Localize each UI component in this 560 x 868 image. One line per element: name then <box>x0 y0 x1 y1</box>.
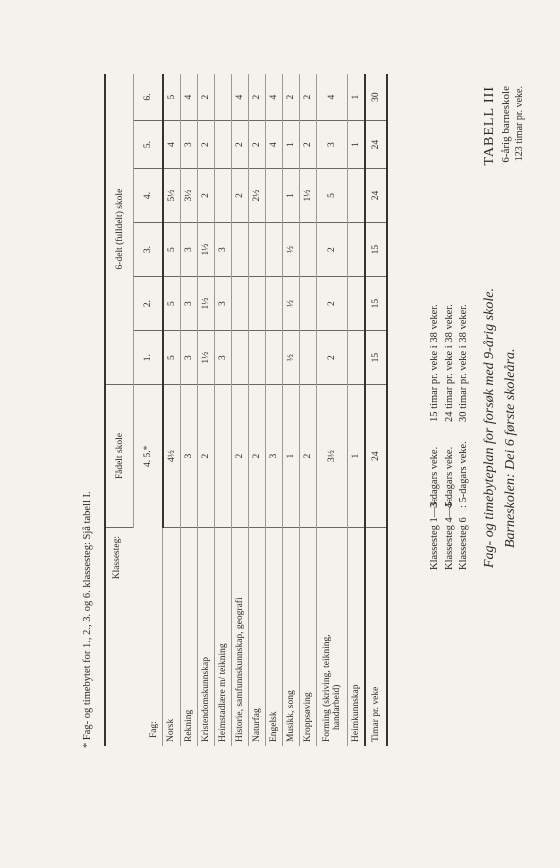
subject-name-line1: Forming (skriving, teikning, <box>321 634 332 742</box>
cell: ½ <box>282 223 299 277</box>
cell: 2 <box>231 169 248 223</box>
cell: 2 <box>231 385 248 528</box>
total-cell: 15 <box>365 277 387 331</box>
cell: 2 <box>316 223 347 277</box>
cell <box>347 169 365 223</box>
cell: 2 <box>248 385 265 528</box>
col-header: 4. <box>134 169 163 223</box>
col-header: 2. <box>134 277 163 331</box>
step-label: Klassesteg 1—3: <box>429 498 440 570</box>
subject-name: Norsk <box>163 528 181 747</box>
col-header: 6. <box>134 74 163 121</box>
cell <box>265 277 282 331</box>
subject-name: Musikk, song <box>282 528 299 747</box>
cell: 2 <box>282 74 299 121</box>
school-type: 6-årig barneskole <box>500 86 512 163</box>
cell: 3 <box>180 121 197 169</box>
cell: 3 <box>180 223 197 277</box>
group-header-row <box>105 74 134 746</box>
cell: 5 <box>163 223 181 277</box>
cell <box>231 331 248 385</box>
cell <box>248 223 265 277</box>
cell <box>214 74 231 121</box>
cell: 4 <box>180 74 197 121</box>
fag-label: Fag: <box>149 721 159 738</box>
cell <box>265 169 282 223</box>
step-label: Klassesteg 6 <box>458 517 469 570</box>
table-row <box>299 74 316 746</box>
cell <box>214 121 231 169</box>
step-days: : 5-dagars veke. <box>458 441 469 508</box>
step-hours: 15 timar pr. veke i 38 veker. <box>429 304 440 422</box>
cell: 2 <box>197 169 214 223</box>
subject-name: Heimstadlære m/ teikning <box>214 528 231 747</box>
cell: 4 <box>265 121 282 169</box>
cell <box>248 331 265 385</box>
cell <box>299 277 316 331</box>
cell: 5 <box>163 74 181 121</box>
cell: 1½ <box>197 223 214 277</box>
step-hours: 24 timar pr. veke i 38 veker. <box>443 304 455 422</box>
cell: 3½ <box>316 385 347 528</box>
cell <box>347 277 365 331</box>
cell: 1½ <box>197 331 214 385</box>
group-fulldelt: 6-delt (fulldelt) skole <box>105 74 134 385</box>
table-row <box>231 74 248 746</box>
cell: 2 <box>299 121 316 169</box>
cell: 2 <box>299 385 316 528</box>
subject-name: Kroppsøving <box>299 528 316 747</box>
cell: 1½ <box>197 277 214 331</box>
cell <box>214 385 231 528</box>
cell: 3 <box>316 121 347 169</box>
class-step-row <box>443 304 458 570</box>
cell: 3 <box>214 331 231 385</box>
cell: 2 <box>197 121 214 169</box>
cell <box>214 169 231 223</box>
cell <box>231 277 248 331</box>
cell: 3 <box>214 223 231 277</box>
subject-name-line2: handarbeid) <box>331 684 342 730</box>
cell: 5 <box>163 331 181 385</box>
cell: 3 <box>214 277 231 331</box>
cell <box>265 331 282 385</box>
table-row <box>197 74 214 746</box>
cell: 2 <box>248 74 265 121</box>
cell: ½ <box>282 277 299 331</box>
cell: 1 <box>282 385 299 528</box>
cell: 2 <box>197 74 214 121</box>
cell: 3 <box>265 385 282 528</box>
class-step-row <box>457 304 472 570</box>
table-row <box>214 74 231 746</box>
cell: 1 <box>347 121 365 169</box>
table-row <box>316 74 347 746</box>
subject-hours-table <box>104 74 388 746</box>
group-fadelt: Fådelt skole <box>105 385 134 528</box>
table-row <box>265 74 282 746</box>
total-cell: 24 <box>365 385 387 528</box>
cell <box>299 223 316 277</box>
total-cell: 15 <box>365 223 387 277</box>
cell: 4 <box>316 74 347 121</box>
cell <box>299 331 316 385</box>
page-title: Fag- og timebyteplan for forsøk med 9-årig skole. <box>482 288 497 568</box>
footnote: * Fag- og timebytet for 1., 2., 3. og 6. klassesteg: Sjå tabell I. <box>82 491 93 748</box>
subject-name: Historie, samfunnskunnskap, geografi <box>231 528 248 747</box>
total-cell: 24 <box>365 169 387 223</box>
subject-name: Engelsk <box>265 528 282 747</box>
cell <box>248 277 265 331</box>
cell: 4 <box>231 74 248 121</box>
cell <box>265 223 282 277</box>
cell: 5 <box>163 277 181 331</box>
cell: 3 <box>180 331 197 385</box>
cell: 5 <box>316 169 347 223</box>
cell: 3 <box>180 385 197 528</box>
cell <box>231 223 248 277</box>
cell: 3½ <box>180 169 197 223</box>
step-label: Klassesteg 4—5: <box>443 498 455 570</box>
step-hours: 30 timar pr. veke i 38 veker. <box>458 304 469 422</box>
col-header: 3. <box>134 223 163 277</box>
table-row <box>248 74 265 746</box>
table-row <box>282 74 299 746</box>
cell: 4½ <box>163 385 181 528</box>
subject-name: Rekning <box>180 528 197 747</box>
col-header: 4. 5.* <box>134 385 163 528</box>
page-subtitle: Barneskolen: Dei 6 første skoleåra. <box>503 348 518 548</box>
cell: 1 <box>282 121 299 169</box>
klassesteg-label: Klassesteg: <box>112 536 122 580</box>
col-header: 5. <box>134 121 163 169</box>
table-row <box>347 74 365 746</box>
table-number: TABELL III <box>482 86 497 166</box>
subject-name <box>316 528 347 747</box>
cell: 1 <box>347 385 365 528</box>
table-row <box>163 74 181 746</box>
cell: 2 <box>197 385 214 528</box>
cell: 4 <box>163 121 181 169</box>
table-row <box>180 74 197 746</box>
cell: 2 <box>231 121 248 169</box>
cell: 3 <box>180 277 197 331</box>
cell: 2½ <box>248 169 265 223</box>
cell: 1 <box>282 169 299 223</box>
weekly-hours: 123 timar pr. veke. <box>514 86 525 162</box>
step-days: 4-dagars veke. <box>443 446 455 508</box>
cell <box>347 223 365 277</box>
col-header: 1. <box>134 331 163 385</box>
class-steps <box>428 304 472 570</box>
cell: 1½ <box>299 169 316 223</box>
cell: 5½ <box>163 169 181 223</box>
fag-header-cell <box>105 528 163 747</box>
subject-name: Kristendomskunnskap <box>197 528 214 747</box>
total-cell: 15 <box>365 331 387 385</box>
subject-name: Heimkunnskap <box>347 528 365 747</box>
cell: 2 <box>316 331 347 385</box>
total-cell: 30 <box>365 74 387 121</box>
subject-name: Naturfag <box>248 528 265 747</box>
cell: 4 <box>265 74 282 121</box>
cell: 2 <box>248 121 265 169</box>
total-cell: 24 <box>365 121 387 169</box>
step-days: 3-dagars veke. <box>429 446 440 508</box>
cell: 2 <box>299 74 316 121</box>
total-label: Timar pr. veke <box>365 528 387 747</box>
cell: 2 <box>316 277 347 331</box>
cell: ½ <box>282 331 299 385</box>
cell: 1 <box>347 74 365 121</box>
class-step-row <box>428 304 443 570</box>
cell <box>347 331 365 385</box>
total-row <box>365 74 387 746</box>
